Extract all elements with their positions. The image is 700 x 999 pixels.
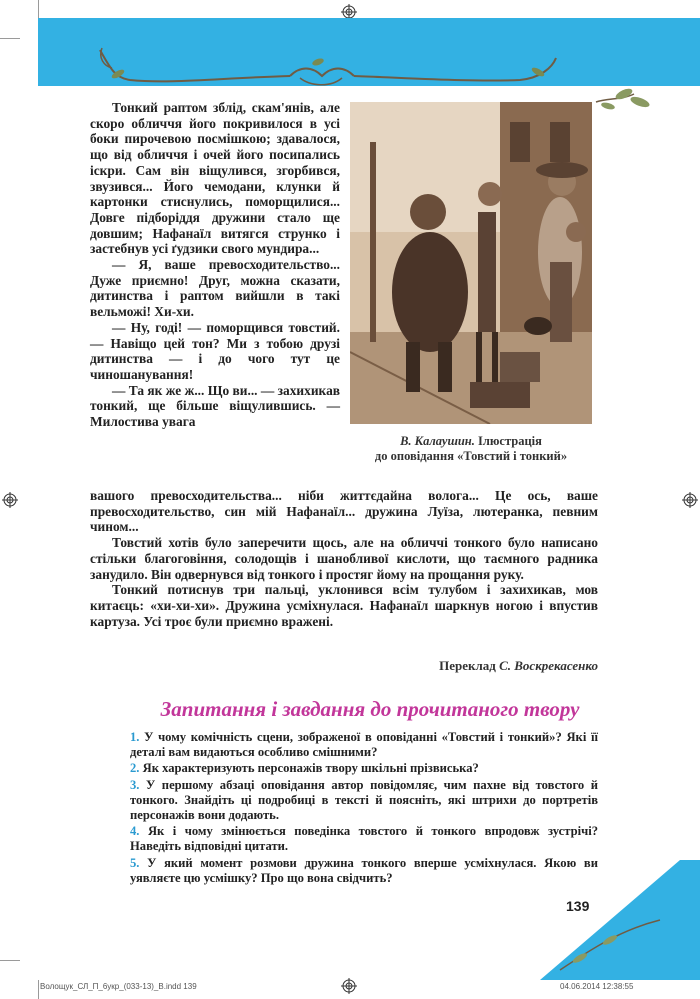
story-paragraph: — Я, ваше превосходительство... Дуже приємно! Друг, можна сказати, дитинства і раптом вийшли в такі вельможі! Хи-хи. (90, 257, 340, 320)
crop-line (0, 38, 20, 39)
question-number: 3. (130, 777, 140, 792)
vine-ornament-icon (90, 38, 560, 98)
crop-line (0, 960, 20, 961)
print-slug: Волощук_СЛ_П_6укр_(033-13)_В.indd 139 (40, 982, 197, 991)
story-paragraph: Тонкий потиснув три пальці, уклонився всім тулубом і захихикав, мов китаєць: «хи-хи-хи». Дружина усміхнулася. Нафанаїл шаркнув ногою і впустив картуза. Усі троє були приємно вражені. (90, 582, 598, 629)
story-column (90, 100, 340, 430)
registration-mark-icon (2, 492, 18, 508)
caption-line1: Ілюстрація (478, 434, 542, 448)
page-number: 139 (566, 898, 590, 914)
translation-credit (439, 658, 598, 674)
question-number: 5. (130, 855, 140, 870)
questions-title: Запитання і завдання до прочитаного твору (160, 697, 580, 721)
leaf-ornament-icon (594, 82, 656, 118)
registration-mark-icon (682, 492, 698, 508)
caption-author: В. Калаушин. (400, 434, 475, 448)
question-item (130, 778, 598, 824)
registration-mark-icon (341, 978, 357, 994)
crop-line (38, 0, 39, 18)
question-item (130, 730, 598, 760)
story-paragraph: Тонкий раптом зблід, скам'янів, але скоро обличчя його покривилося в усі боки пирочевою посмішкою; здавалося, що від обличчя і очей його посипались іскри. Сам він віщулився, згорбився, звузився... Його чемодани, клунки й картонки стиснулись, поморщилися... Довге підборіддя дружини стало ще довшим; Нафанаїл витягся струнко і застебнув усі ґудзики свого мундира... (90, 100, 340, 257)
questions-list (130, 730, 598, 887)
question-number: 1. (130, 730, 140, 744)
caption-line2: до оповідання «Товстий і тонкий» (374, 449, 568, 463)
question-item (130, 824, 598, 854)
print-timestamp: 04.06.2014 12:38:55 (560, 982, 634, 991)
translation-prefix: Переклад (439, 658, 496, 673)
corner-decoration (540, 860, 700, 980)
question-text: У який момент розмови дружина тонкого вперше усміхнулася. Якою ви уявляєте цю усмішку? Про що вона свідчить? (130, 855, 598, 885)
question-number: 2. (130, 761, 140, 776)
story-illustration (350, 102, 592, 424)
illustration-caption (345, 434, 597, 464)
question-item (130, 856, 598, 886)
question-text: У чому комічність сцени, зображеної в оповіданні «Товстий і тонкий»? Які її деталі вам видаються особливо смішними? (130, 730, 598, 760)
question-item (130, 761, 598, 776)
story-paragraph: вашого превосходительства... ніби життєдайна волога... Це ось, ваше превосходительство, син мій Нафанаїл... дружина Луїза, лютеранка, певним чином... (90, 488, 598, 535)
crop-line (38, 980, 39, 999)
translator-name: С. Воскрекасенко (499, 658, 598, 673)
story-paragraph: Товстий хотів було заперечити щось, але на обличчі тонкого було написано стільки благоговіння, солодощів і шанобливої кислоти, що таємного радника занудило. Він одвернувся від тонкого і простяг йому на прощання руку. (90, 535, 598, 582)
question-text: У першому абзаці оповідання автор повідомляє, чим пахне від товстого й тонкого. Знайдіть ці подробиці в тексті й поясніть, які штрихи до портретів персонажів вони додають. (130, 777, 598, 823)
question-text: Як і чому змінюється поведінка товстого й тонкого впродовж зустрічі? Наведіть відповідні цитати. (130, 824, 598, 854)
story-continuation (90, 488, 598, 629)
question-text: Як характеризують персонажів твору шкільні прізвиська? (142, 761, 479, 776)
story-paragraph: — Та як же ж... Що ви... — захихикав тонкий, ще більше віщулившись. — Милостива увага (90, 382, 340, 430)
story-paragraph: — Ну, годі! — поморщився товстий. — Навіщо цей тон? Ми з тобою друзі дитинства — і до чого тут це чиношанування! (90, 319, 340, 382)
question-number: 4. (130, 824, 140, 839)
